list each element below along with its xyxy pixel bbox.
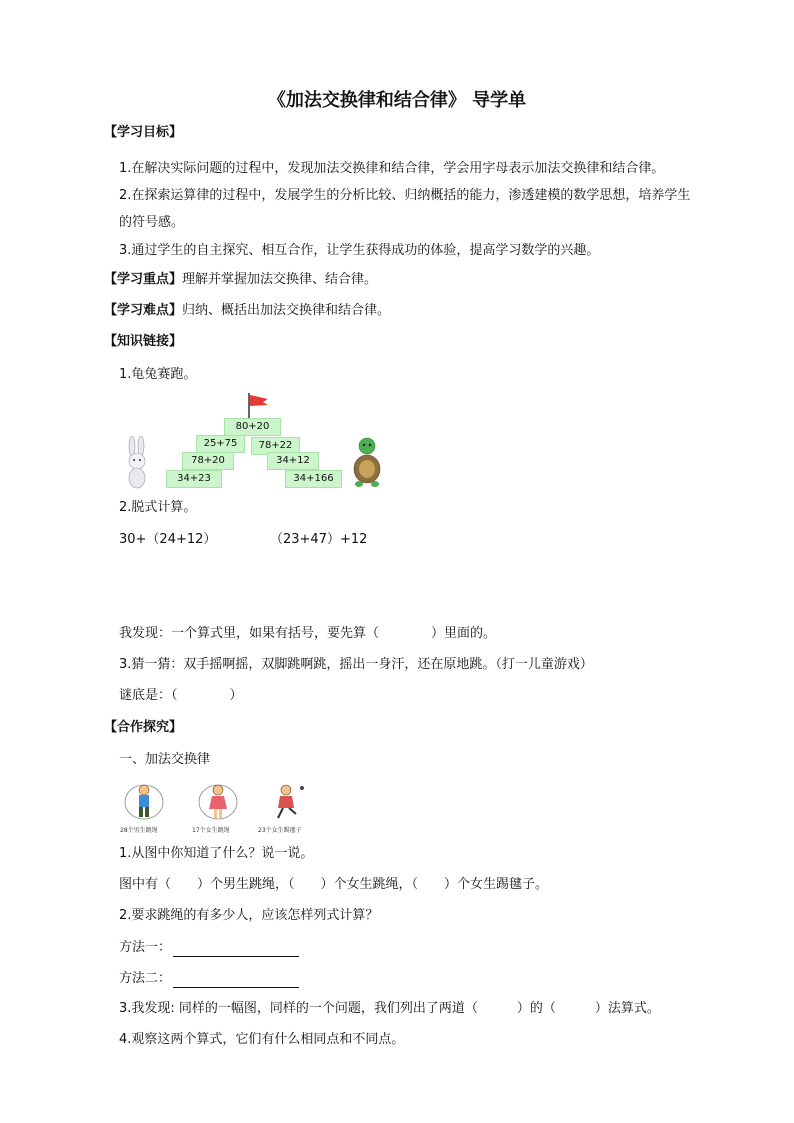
page-title: 《加法交换律和结合律》 导学单 <box>267 90 527 111</box>
explore-fill: 图中有（ ）个男生跳绳，（ ）个女生跳绳，（ ）个女生踢毽子。 <box>119 877 549 892</box>
expression-2: （23+47）+12 <box>270 532 368 547</box>
method-2-label: 方法二： <box>119 971 172 986</box>
girl-shuttlecock-icon <box>264 782 308 822</box>
explore-q4: 4.观察这两个算式，它们有什么相同点和不同点。 <box>119 1032 405 1047</box>
caption-girls-shuttlecock: 23个女生踢毽子 <box>258 827 302 834</box>
method-2-blank[interactable] <box>173 973 299 988</box>
caption-girls-rope: 17个女生跳绳 <box>192 827 230 834</box>
race-box: 78+22 <box>251 437 300 455</box>
caption-boys: 28个男生跳绳 <box>120 827 158 834</box>
knowledge-heading: 【知识链接】 <box>104 334 183 349</box>
race-box: 25+75 <box>196 435 245 453</box>
race-box: 34+23 <box>166 470 222 488</box>
explore-heading: 【合作探究】 <box>104 720 183 735</box>
race-box: 80+20 <box>224 418 281 436</box>
expression-1: 30+（24+12） <box>119 532 217 547</box>
objective-2: 2.在探索运算律的过程中，发展学生的分析比较、归纳概括的能力，渗透建模的数学思想，培养学生 <box>119 188 691 203</box>
riddle-answer: 谜底是：（ ） <box>119 688 243 703</box>
objectives-heading: 【学习目标】 <box>104 125 183 140</box>
method-1-label: 方法一： <box>119 940 172 955</box>
method-1-blank[interactable] <box>173 942 299 957</box>
race-box: 34+12 <box>267 452 319 470</box>
rabbit-icon <box>120 436 156 490</box>
race-box: 78+20 <box>182 452 234 470</box>
girl-jump-rope-icon <box>196 782 240 822</box>
method-1 <box>119 939 299 957</box>
objective-3: 3.通过学生的自主探究、相互合作，让学生获得成功的体验，提高学习数学的兴趣。 <box>119 243 600 258</box>
key-point-text: 理解并掌握加法交换律、结合律。 <box>182 272 378 287</box>
key-point <box>104 271 377 289</box>
knowledge-q1: 1.龟兔赛跑。 <box>119 367 197 382</box>
objective-1: 1.在解决实际问题的过程中，发现加法交换律和结合律，学会用字母表示加法交换律和结合律。 <box>119 161 665 176</box>
difficulty <box>104 302 390 320</box>
boy-jump-rope-icon <box>122 782 166 822</box>
race-box: 34+166 <box>285 470 342 488</box>
flag-icon <box>244 392 274 420</box>
difficulty-text: 归纳、概括出加法交换律和结合律。 <box>182 303 391 318</box>
objective-2-cont: 的符号感。 <box>119 215 185 230</box>
explore-q3: 3.我发现: 同样的一幅图，同样的一个问题，我们列出了两道（ ）的（ ）法算式。 <box>119 1001 660 1016</box>
key-point-heading: 【学习重点】 <box>104 272 183 287</box>
difficulty-heading: 【学习难点】 <box>104 303 183 318</box>
discovery-1: 我发现：一个算式里，如果有括号，要先算（ ）里面的。 <box>119 626 497 641</box>
explore-q1: 1.从图中你知道了什么？说一说。 <box>119 846 314 861</box>
method-2 <box>119 970 299 988</box>
explore-q2: 2.要求跳绳的有多少人，应该怎样列式计算？ <box>119 908 379 923</box>
knowledge-q2: 2.脱式计算。 <box>119 500 197 515</box>
section-commutative: 一、加法交换律 <box>119 752 211 767</box>
turtle-icon <box>350 436 384 488</box>
knowledge-q3: 3.猜一猜：双手摇啊摇，双脚跳啊跳，摇出一身汗，还在原地跳。（打一儿童游戏） <box>119 657 593 672</box>
